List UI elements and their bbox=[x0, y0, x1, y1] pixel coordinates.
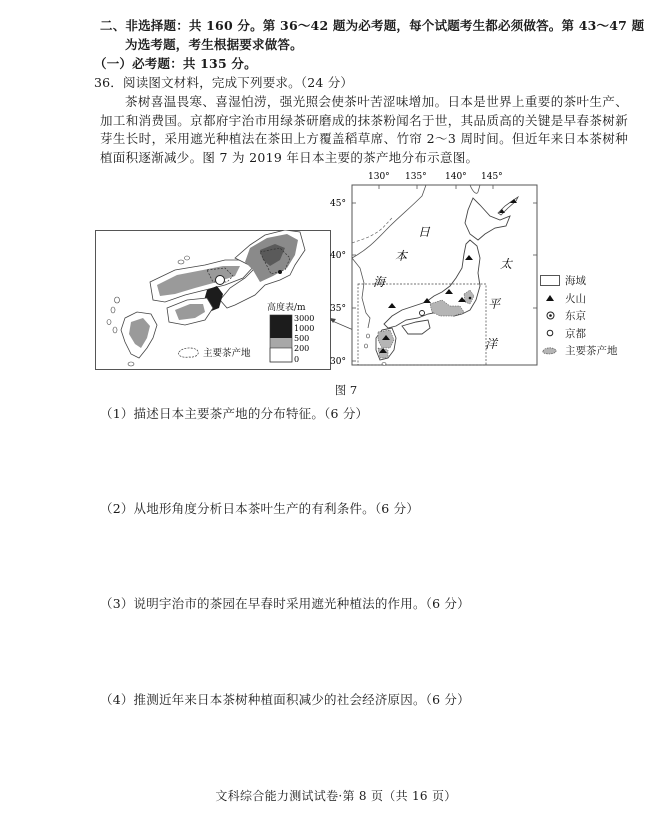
section-heading-line1: 二、非选择题：共 160 分。第 36～42 题为必考题，每个试题考生都必须做答。第 43～47 题 bbox=[100, 18, 645, 33]
inset-tokyo-marker bbox=[278, 270, 282, 274]
ocean-label: 平 bbox=[488, 297, 501, 311]
inset-island bbox=[185, 256, 190, 260]
legend-item-volcano bbox=[540, 290, 618, 308]
elevation-band-mid bbox=[270, 338, 292, 348]
inset-island bbox=[178, 260, 184, 264]
elevation-tick: 500 bbox=[294, 334, 310, 343]
legend-label: 京都 bbox=[565, 327, 586, 340]
elevation-legend-title: 高度表/m bbox=[267, 303, 306, 313]
elevation-tick: 0 bbox=[294, 355, 300, 364]
tokyo-icon bbox=[540, 311, 560, 320]
kyoto-icon bbox=[540, 329, 560, 337]
map-legend bbox=[540, 272, 618, 360]
elevation-tick: 200 bbox=[294, 344, 310, 353]
main-map bbox=[330, 168, 540, 368]
lat-label: 30° bbox=[330, 357, 346, 367]
section-heading-line2: 为选考题，考生根据要求做答。 bbox=[125, 37, 303, 52]
figure-caption: 图 7 bbox=[334, 383, 358, 397]
sea-label: 本 bbox=[395, 249, 408, 263]
sub-question-2: （2）从地形角度分析日本茶叶生产的有利条件。（6 分） bbox=[100, 501, 420, 516]
inset-island bbox=[113, 327, 117, 333]
inset-island bbox=[128, 362, 134, 366]
inset-island bbox=[115, 297, 120, 303]
page-footer: 文科综合能力测试试卷·第 8 页（共 16 页） bbox=[215, 789, 457, 803]
inset-island bbox=[107, 320, 111, 325]
sub-question-4: （4）推测近年来日本茶树种植面积减少的社会经济原因。（6 分） bbox=[100, 692, 470, 707]
lat-label: 40° bbox=[330, 251, 346, 261]
inset-island bbox=[111, 307, 115, 313]
tokyo-marker bbox=[469, 297, 472, 300]
kyoto-marker bbox=[420, 311, 425, 316]
legend-item-tea bbox=[540, 342, 618, 360]
legend-item-kyoto bbox=[540, 325, 618, 343]
elevation-tick: 1000 bbox=[294, 324, 315, 333]
inset-kyoto-marker bbox=[216, 276, 225, 285]
island bbox=[367, 334, 370, 338]
sea-label: 海 bbox=[373, 275, 386, 289]
sea-label: 日 bbox=[418, 225, 431, 239]
elevation-band-high bbox=[270, 315, 292, 338]
legend-label: 主要茶产地 bbox=[565, 345, 618, 358]
legend-label: 火山 bbox=[565, 292, 586, 305]
question-36-title: 36．阅读图文材料，完成下列要求。（24 分） bbox=[94, 75, 354, 90]
legend-label: 东京 bbox=[565, 310, 586, 323]
elevation-band-low bbox=[270, 348, 292, 362]
inset-terrain-map bbox=[95, 230, 331, 370]
ocean-label: 洋 bbox=[485, 337, 498, 351]
legend-label: 海域 bbox=[565, 275, 586, 288]
sub-question-3: （3）说明宇治市的茶园在早春时采用遮光种植法的作用。（6 分） bbox=[100, 596, 470, 611]
lon-label: 145° bbox=[481, 172, 503, 182]
required-section-heading: （一）必考题：共 135 分。 bbox=[94, 56, 257, 71]
lat-label: 45° bbox=[330, 199, 346, 209]
lon-label: 140° bbox=[445, 172, 467, 182]
lon-label: 135° bbox=[405, 172, 427, 182]
legend-item-tokyo bbox=[540, 307, 618, 325]
question-material: 茶树喜温畏寒、喜湿怕涝，强光照会使茶叶苦涩味增加。日本是世界上重要的茶叶生产、加工和消费国。京都府宇治市用绿茶研磨成的抹茶粉闻名于世，其品质高的关键是早春茶树新芽生长时，采用遮光种植法在茶田上方覆盖稻草席、竹帘 2～3 周时间。但近年来日本茶树种植面积逐渐减少。图 7 为 2019 年日本主要的茶产地分布示意图。 bbox=[100, 94, 628, 165]
volcano-icon bbox=[540, 295, 560, 301]
lon-label: 130° bbox=[368, 172, 390, 182]
legend-item-sea bbox=[540, 272, 618, 290]
lat-label: 35° bbox=[330, 304, 346, 314]
sea-area-icon bbox=[540, 275, 560, 286]
tea-area-icon bbox=[540, 346, 560, 355]
inset-tea-legend-label: 主要茶产地 bbox=[203, 348, 251, 359]
island bbox=[365, 344, 368, 348]
ocean-label: 太 bbox=[500, 257, 513, 271]
elevation-tick: 3000 bbox=[294, 314, 315, 323]
sub-question-1: （1）描述日本主要茶产地的分布特征。（6 分） bbox=[100, 406, 369, 421]
